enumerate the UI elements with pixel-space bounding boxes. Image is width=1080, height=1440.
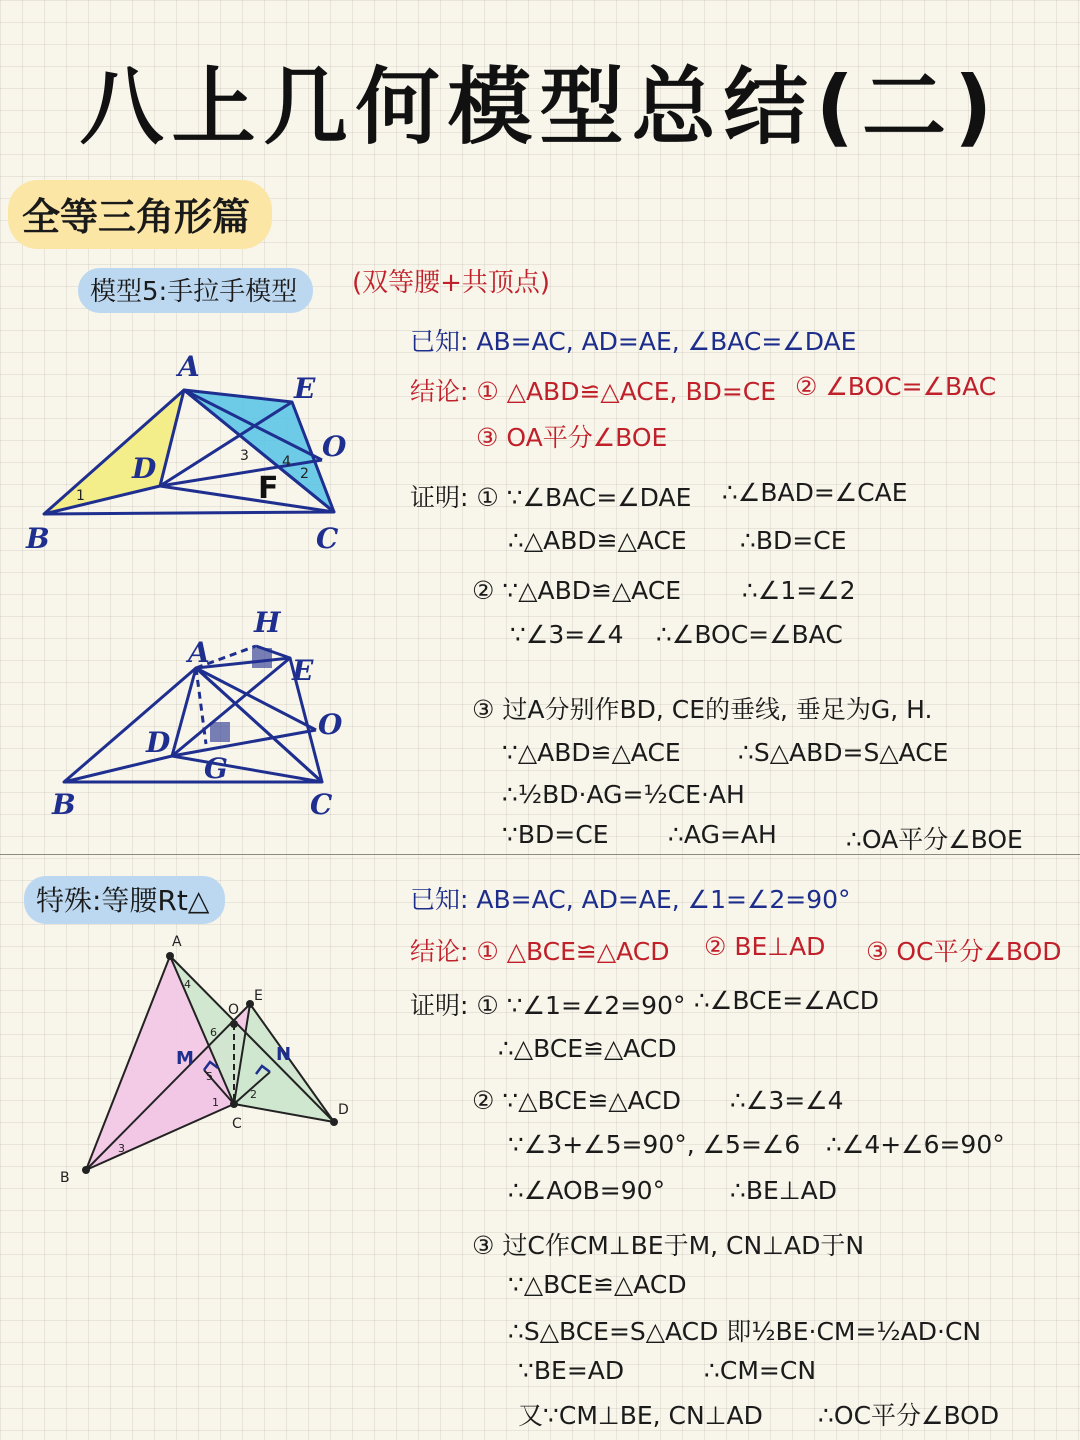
- proof-line: ∴∠BAD=∠CAE: [722, 478, 908, 507]
- proof-line: ∴S△ABD=S△ACE: [738, 738, 949, 767]
- label-C: C: [316, 522, 339, 555]
- proof-line: ∵∠3=∠4: [510, 620, 624, 649]
- proof-line: ∵BE=AD: [518, 1356, 625, 1385]
- angle-2-label: 2: [300, 466, 309, 482]
- proof-line: ∴BE⊥AD: [730, 1176, 837, 1205]
- label-C: C: [232, 1116, 242, 1132]
- proof-line: ∴OA平分∠BOE: [846, 825, 1023, 854]
- label-B: B: [26, 522, 50, 555]
- special-heading: 特殊:等腰Rt△: [24, 876, 225, 924]
- special-conclusion-1: 结论: ① △BCE≌△ACD: [410, 937, 670, 966]
- model-heading: 模型5:手拉手模型: [78, 268, 313, 313]
- proof-line: ② ∵△ABD≌△ACE: [472, 576, 682, 605]
- proof-line: ∵BD=CE: [502, 820, 609, 849]
- label-A: A: [188, 636, 210, 669]
- angle-1-label: 1: [76, 488, 85, 504]
- label-E: E: [292, 654, 314, 687]
- proof-line: ∴∠4+∠6=90°: [826, 1130, 1005, 1159]
- page-title: 八上几何模型总结(二): [79, 58, 1001, 156]
- proof-line: ∴△ABD≌△ACE: [508, 526, 687, 555]
- proof-line: ∴∠3=∠4: [730, 1086, 844, 1115]
- proof-line: 又∵CM⊥BE, CN⊥AD: [518, 1401, 763, 1430]
- proof-line: 证明: ① ∵∠1=∠2=90°: [410, 991, 686, 1020]
- proof-line: ∴S△BCE=S△ACD 即½BE·CM=½AD·CN: [508, 1317, 982, 1346]
- angle-1-label: 1: [212, 1096, 219, 1109]
- label-B: B: [60, 1170, 70, 1186]
- label-A: A: [172, 934, 182, 950]
- label-D: D: [146, 726, 171, 759]
- proof-line: ∴AG=AH: [668, 820, 777, 849]
- angle-3-label: 3: [118, 1142, 125, 1155]
- special-conclusion-3: ③ OC平分∠BOD: [866, 937, 1062, 966]
- proof-line: ∵△ABD≌△ACE: [502, 738, 681, 767]
- proof-line: ∴CM=CN: [704, 1356, 817, 1385]
- model-conclusion-3: ③ OA平分∠BOE: [476, 423, 668, 452]
- label-D: D: [338, 1102, 349, 1118]
- proof-line: ∴½BD·AG=½CE·AH: [502, 780, 745, 809]
- model-given: 已知: AB=AC, AD=AE, ∠BAC=∠DAE: [410, 327, 857, 356]
- label-F: F: [258, 471, 279, 506]
- label-O: O: [322, 430, 347, 463]
- angle-6-label: 6: [210, 1026, 217, 1039]
- label-A: A: [178, 350, 200, 383]
- label-B: B: [52, 788, 76, 821]
- proof-line: ∴∠AOB=90°: [508, 1176, 666, 1205]
- special-given: 已知: AB=AC, AD=AE, ∠1=∠2=90°: [410, 885, 851, 914]
- label-O: O: [318, 708, 343, 741]
- proof-line: ∴∠BCE=∠ACD: [694, 986, 880, 1015]
- label-O: O: [228, 1002, 240, 1018]
- proof-line: ② ∵△BCE≌△ACD: [472, 1086, 681, 1115]
- model-note: (双等腰+共顶点): [352, 268, 551, 298]
- special-conclusion-2: ② BE⊥AD: [704, 932, 826, 961]
- section-heading: 全等三角形篇: [8, 180, 272, 249]
- proof-line: ∵△BCE≌△ACD: [508, 1270, 687, 1299]
- label-E: E: [294, 372, 316, 405]
- label-H: H: [254, 606, 281, 639]
- angle-5-label: 5: [206, 1070, 213, 1083]
- proof-line: ∴BD=CE: [740, 526, 847, 555]
- proof-line: ③ 过C作CM⊥BE于M, CN⊥AD于N: [472, 1231, 865, 1260]
- proof-line: ∴OC平分∠BOD: [818, 1401, 1000, 1430]
- label-N: N: [276, 1044, 292, 1065]
- proof-line: 证明: ① ∵∠BAC=∠DAE: [410, 483, 692, 512]
- proof-line: ∴∠1=∠2: [742, 576, 856, 605]
- model-conclusion-2: ② ∠BOC=∠BAC: [795, 372, 997, 401]
- angle-2-label: 2: [250, 1088, 257, 1101]
- proof-line: ∴∠BOC=∠BAC: [656, 620, 843, 649]
- label-E: E: [254, 988, 263, 1004]
- angle-3-label: 3: [240, 448, 249, 464]
- label-C: C: [310, 788, 333, 821]
- angle-4-label: 4: [184, 978, 191, 991]
- proof-line: ③ 过A分别作BD, CE的垂线, 垂足为G, H.: [472, 695, 933, 724]
- label-M: M: [176, 1048, 194, 1069]
- proof-line: ∴△BCE≌△ACD: [498, 1034, 677, 1063]
- label-D: D: [132, 452, 157, 485]
- model-conclusion-1: 结论: ① △ABD≌△ACE, BD=CE: [410, 377, 777, 406]
- label-G: G: [204, 752, 228, 785]
- proof-line: ∵∠3+∠5=90°, ∠5=∠6: [508, 1130, 801, 1159]
- angle-4-label: 4: [282, 454, 291, 470]
